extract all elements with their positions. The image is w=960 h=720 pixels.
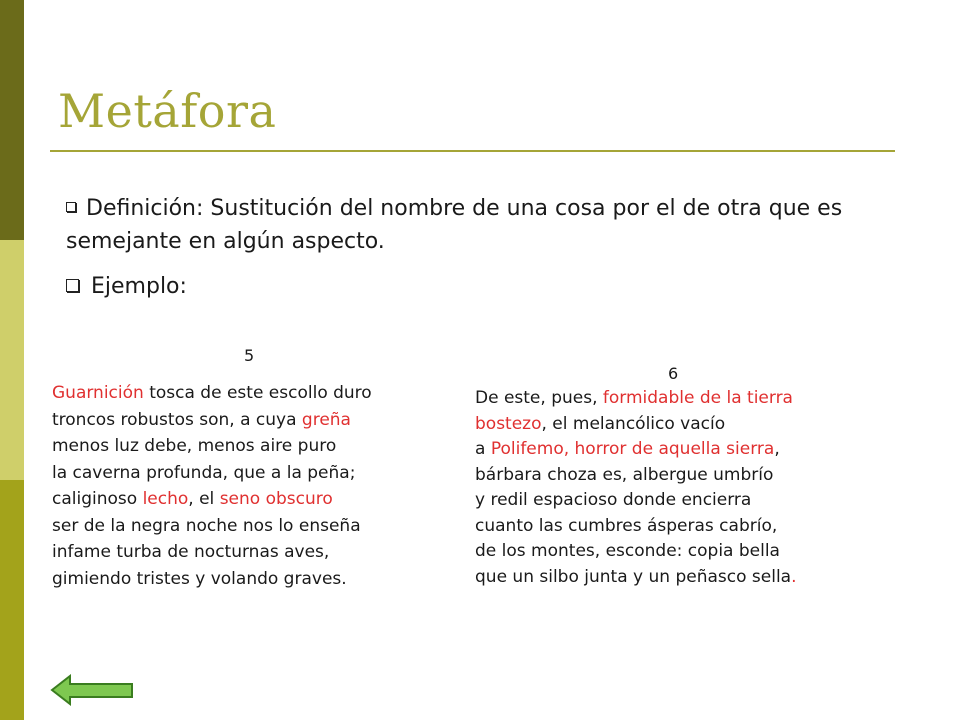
poem-text: , el: [188, 489, 220, 509]
poem-text: De este, pues,: [475, 388, 603, 408]
slide-title: Metáfora: [58, 84, 277, 138]
poem-line: [52, 460, 372, 487]
poem-line: [475, 412, 797, 438]
poem-line: [475, 488, 797, 514]
stanza-5-text: [52, 380, 372, 592]
poem-text: infame turba de nocturnas aves,: [52, 542, 330, 562]
example-label: Ejemplo:: [91, 274, 187, 299]
poem-line: [52, 433, 372, 460]
square-bullet-icon: [66, 279, 79, 292]
poem-line: [52, 486, 372, 513]
poem-text: , el melancólico vacío: [541, 413, 726, 434]
poem-line: [475, 539, 797, 565]
poem-line: [52, 539, 372, 566]
poem-text: a: [475, 439, 491, 459]
poem-line: [475, 565, 797, 591]
example-bullet: [66, 270, 187, 303]
stanza-5-number: 5: [244, 346, 255, 365]
definition-bullet: [66, 192, 896, 258]
poem-text: caliginoso: [52, 489, 143, 509]
poem-line: [475, 463, 797, 489]
poem-text: ,: [774, 439, 780, 459]
definition-text: Definición: Sustitución del nombre de una cosa por el de otra que es semejante en algún aspecto.: [66, 196, 843, 254]
stanza-6-text: [475, 386, 797, 590]
highlighted-phrase: Guarnición: [52, 383, 144, 403]
poem-line: [52, 566, 372, 593]
poem-text: y redil espacioso donde encierra: [475, 490, 752, 510]
title-divider: [50, 150, 895, 152]
highlighted-phrase: Polifemo, horror de aquella sierra: [490, 439, 775, 459]
highlighted-phrase: formidable de la tierra: [602, 388, 793, 408]
poem-line: [52, 407, 372, 434]
highlighted-phrase: lecho: [142, 489, 189, 509]
highlighted-phrase: greña: [301, 409, 351, 430]
side-bar-middle: [0, 240, 24, 480]
poem-text: de los montes, esconde: copia bella: [475, 541, 780, 561]
poem-line: [475, 514, 797, 540]
square-bullet-icon: [66, 202, 76, 212]
poem-text: bárbara choza es, albergue umbrío: [475, 464, 774, 485]
poem-line: [52, 513, 372, 540]
poem-text: ser de la negra noche nos lo enseña: [52, 515, 361, 536]
side-bar-top: [0, 0, 24, 240]
poem-text: cuanto las cumbres ásperas cabrío,: [475, 515, 778, 536]
poem-text: menos luz debe, menos aire puro: [52, 436, 337, 456]
poem-line: [475, 386, 797, 412]
poem-line: [52, 380, 372, 407]
poem-text: tosca de este escollo duro: [143, 383, 372, 403]
highlighted-phrase: .: [791, 566, 797, 587]
poem-text: troncos robustos son, a cuya: [52, 409, 302, 430]
poem-text: gimiendo tristes y volando graves.: [52, 568, 347, 589]
poem-text: que un silbo junta y un peñasco sella: [475, 566, 792, 587]
highlighted-phrase: seno obscuro: [219, 489, 333, 509]
left-arrow-icon[interactable]: [50, 674, 134, 706]
stanza-6-number: 6: [668, 364, 679, 383]
poem-line: [475, 437, 797, 463]
side-bar-bottom: [0, 480, 24, 720]
poem-text: la caverna profunda, que a la peña;: [52, 462, 356, 483]
highlighted-phrase: bostezo: [475, 413, 542, 434]
